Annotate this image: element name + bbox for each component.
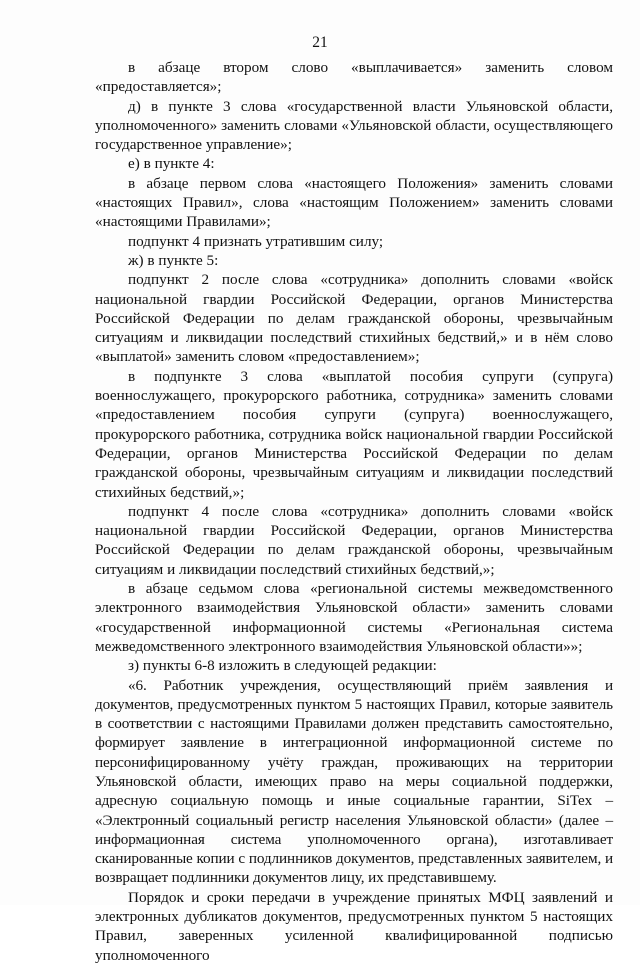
paragraph-10: в абзаце седьмом слова «региональной системы межведомственного электронного взаимодействия Ульяновской области» заменить словами «государственной информационной системы «Региональная система межведомственного электронного взаимодействия Ульяновской области»»; <box>95 580 613 655</box>
paragraph-13: Порядок и сроки передачи в учреждение принятых МФЦ заявлений и электронных дубликатов документов, предусмотренных пунктом 5 настоящих Правил, заверенных усиленной квалифицированной подписью уполномоченного <box>95 888 613 964</box>
paragraph-6: ж) в пункте 5: <box>128 251 219 269</box>
paragraph-2: д) в пункте 3 слова «государственной власти Ульяновской области, уполномоченного» заменить словами «Ульяновской области, осуществляющего государственное управление»; <box>95 97 613 154</box>
page-number: 21 <box>312 34 328 51</box>
paragraph-3: е) в пункте 4: <box>128 155 215 173</box>
paragraph-1: в абзаце втором слово «выплачивается» заменить словом «предоставляется»; <box>95 59 613 96</box>
document-body <box>95 58 613 965</box>
paragraph-9: подпункт 4 после слова «сотрудника» дополнить словами «войск национальной гвардии Российской Федерации, органов Министерства Российской Федерации по делам гражданской обороны, чрезвычайным ситуациям и ликвидации последствий стихийных бедствий,»; <box>95 502 613 578</box>
paragraph-7: подпункт 2 после слова «сотрудника» дополнить словами «войск национальной гвардии Российской Федерации, органов Министерства Российской Федерации по делам гражданской обороны, чрезвычайным ситуациям и ликвидации последствий стихийных бедствий,» и в нём слово «выплатой» заменить словом «предоставлением»; <box>95 271 613 366</box>
paragraph-8: в подпункте 3 слова «выплатой пособия супруги (супруга) военнослужащего, прокурорского работника, сотрудника» заменить словами «предоставлением пособия супруги (супруга) военнослужащего, прокурорского работника, сотрудника войск национальной гвардии Российской Федерации, органов Министерства Российской Федерации по делам гражданской обороны, чрезвычайным ситуациям и ликвидации последствий стихийных бедствий,»; <box>95 367 613 501</box>
paragraph-5: подпункт 4 признать утратившим силу; <box>128 232 384 250</box>
paragraph-11: з) пункты 6-8 изложить в следующей редакции: <box>128 657 437 675</box>
paragraph-12: «6. Работник учреждения, осуществляющий приём заявления и документов, предусмотренных пунктом 5 настоящих Правил, которые заявитель в соответствии с настоящими Правилами должен представить самостоятельно, формирует заявление в интеграционной информационной системе по персонифицированному учёту граждан, проживающих на территории Ульяновской области, имеющих право на меры социальной поддержки, адресную социальную помощь и иные социальные гарантии, SiTex – «Электронный социальный регистр населения Ульяновской области» (далее – информационная система уполномоченного органа), изготавливает сканированные копии с подлинников документов, представленных заявителем, и возвращает подлинники документов лицу, их представившему. <box>95 676 613 887</box>
paragraph-4: в абзаце первом слова «настоящего Положения» заменить словами «настоящих Правил», слова «настоящим Положением» заменить словами «настоящими Правилами»; <box>95 174 613 231</box>
